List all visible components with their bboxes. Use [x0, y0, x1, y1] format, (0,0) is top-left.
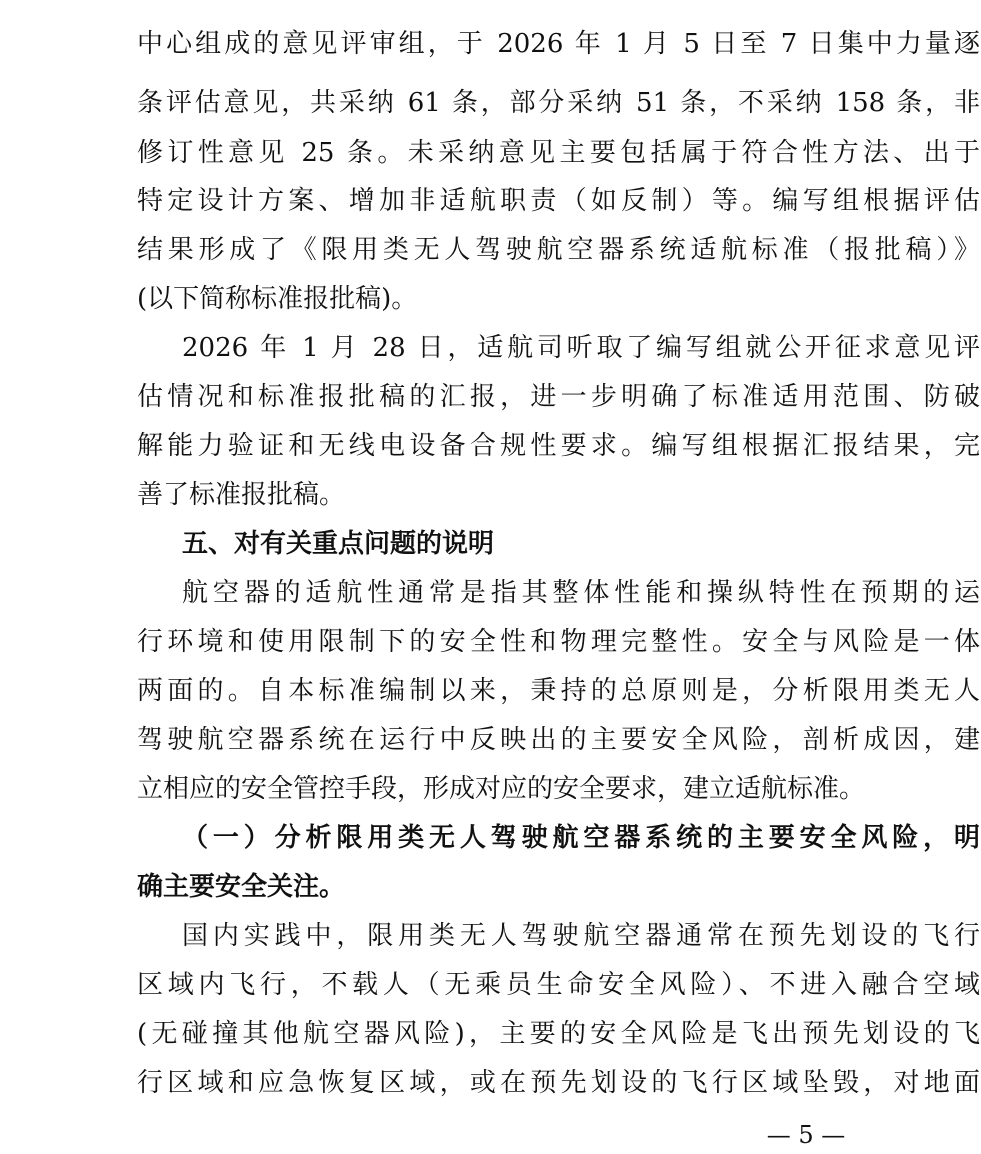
text-line: 结果形成了《限用类无人驾驶航空器系统适航标准（报批稿）》: [137, 235, 980, 265]
text-line: 条评估意见，共采纳 61 条，部分采纳 51 条，不采纳 158 条，非: [137, 88, 980, 118]
text-line: 区域内飞行，不载人（无乘员生命安全风险）、不进入融合空域: [137, 970, 980, 1000]
text-line: 国内实践中，限用类无人驾驶航空器通常在预先划设的飞行: [182, 921, 980, 951]
text-line: (以下简称标准报批稿)。: [137, 284, 418, 314]
page-number: — 5 —: [766, 1121, 846, 1149]
text-line: 立相应的安全管控手段，形成对应的安全要求，建立适航标准。: [137, 774, 866, 804]
text-line: (无碰撞其他航空器风险)，主要的安全风险是飞出预先划设的飞: [137, 1019, 980, 1049]
text-line: 善了标准报批稿。: [137, 480, 346, 510]
text-line: 驾驶航空器系统在运行中反映出的主要安全风险，剖析成因，建: [137, 725, 980, 755]
section-heading: 五、对有关重点问题的说明: [182, 529, 495, 559]
text-line: 估情况和标准报批稿的汇报，进一步明确了标准适用范围、防破: [137, 382, 980, 412]
text-line: 2026 年 1 月 28 日，适航司听取了编写组就公开征求意见评: [182, 333, 980, 363]
text-line: 特定设计方案、增加非适航职责（如反制）等。编写组根据评估: [137, 186, 980, 216]
text-line: 两面的。自本标准编制以来，秉持的总原则是，分析限用类无人: [137, 676, 980, 706]
subheading-line: （一）分析限用类无人驾驶航空器系统的主要安全风险，明: [182, 823, 980, 853]
subheading-line: 确主要安全关注。: [137, 872, 346, 902]
text-line: 行环境和使用限制下的安全性和物理完整性。安全与风险是一体: [137, 627, 980, 657]
text-line: 中心组成的意见评审组，于 2026 年 1 月 5 日至 7 日集中力量逐: [137, 29, 980, 59]
text-line: 航空器的适航性通常是指其整体性能和操纵特性在预期的运: [182, 578, 980, 608]
text-line: 解能力验证和无线电设备合规性要求。编写组根据汇报结果，完: [137, 431, 980, 461]
text-line: 修订性意见 25 条。未采纳意见主要包括属于符合性方法、出于: [137, 138, 980, 168]
text-line: 行区域和应急恢复区域，或在预先划设的飞行区域坠毁，对地面: [137, 1068, 980, 1098]
